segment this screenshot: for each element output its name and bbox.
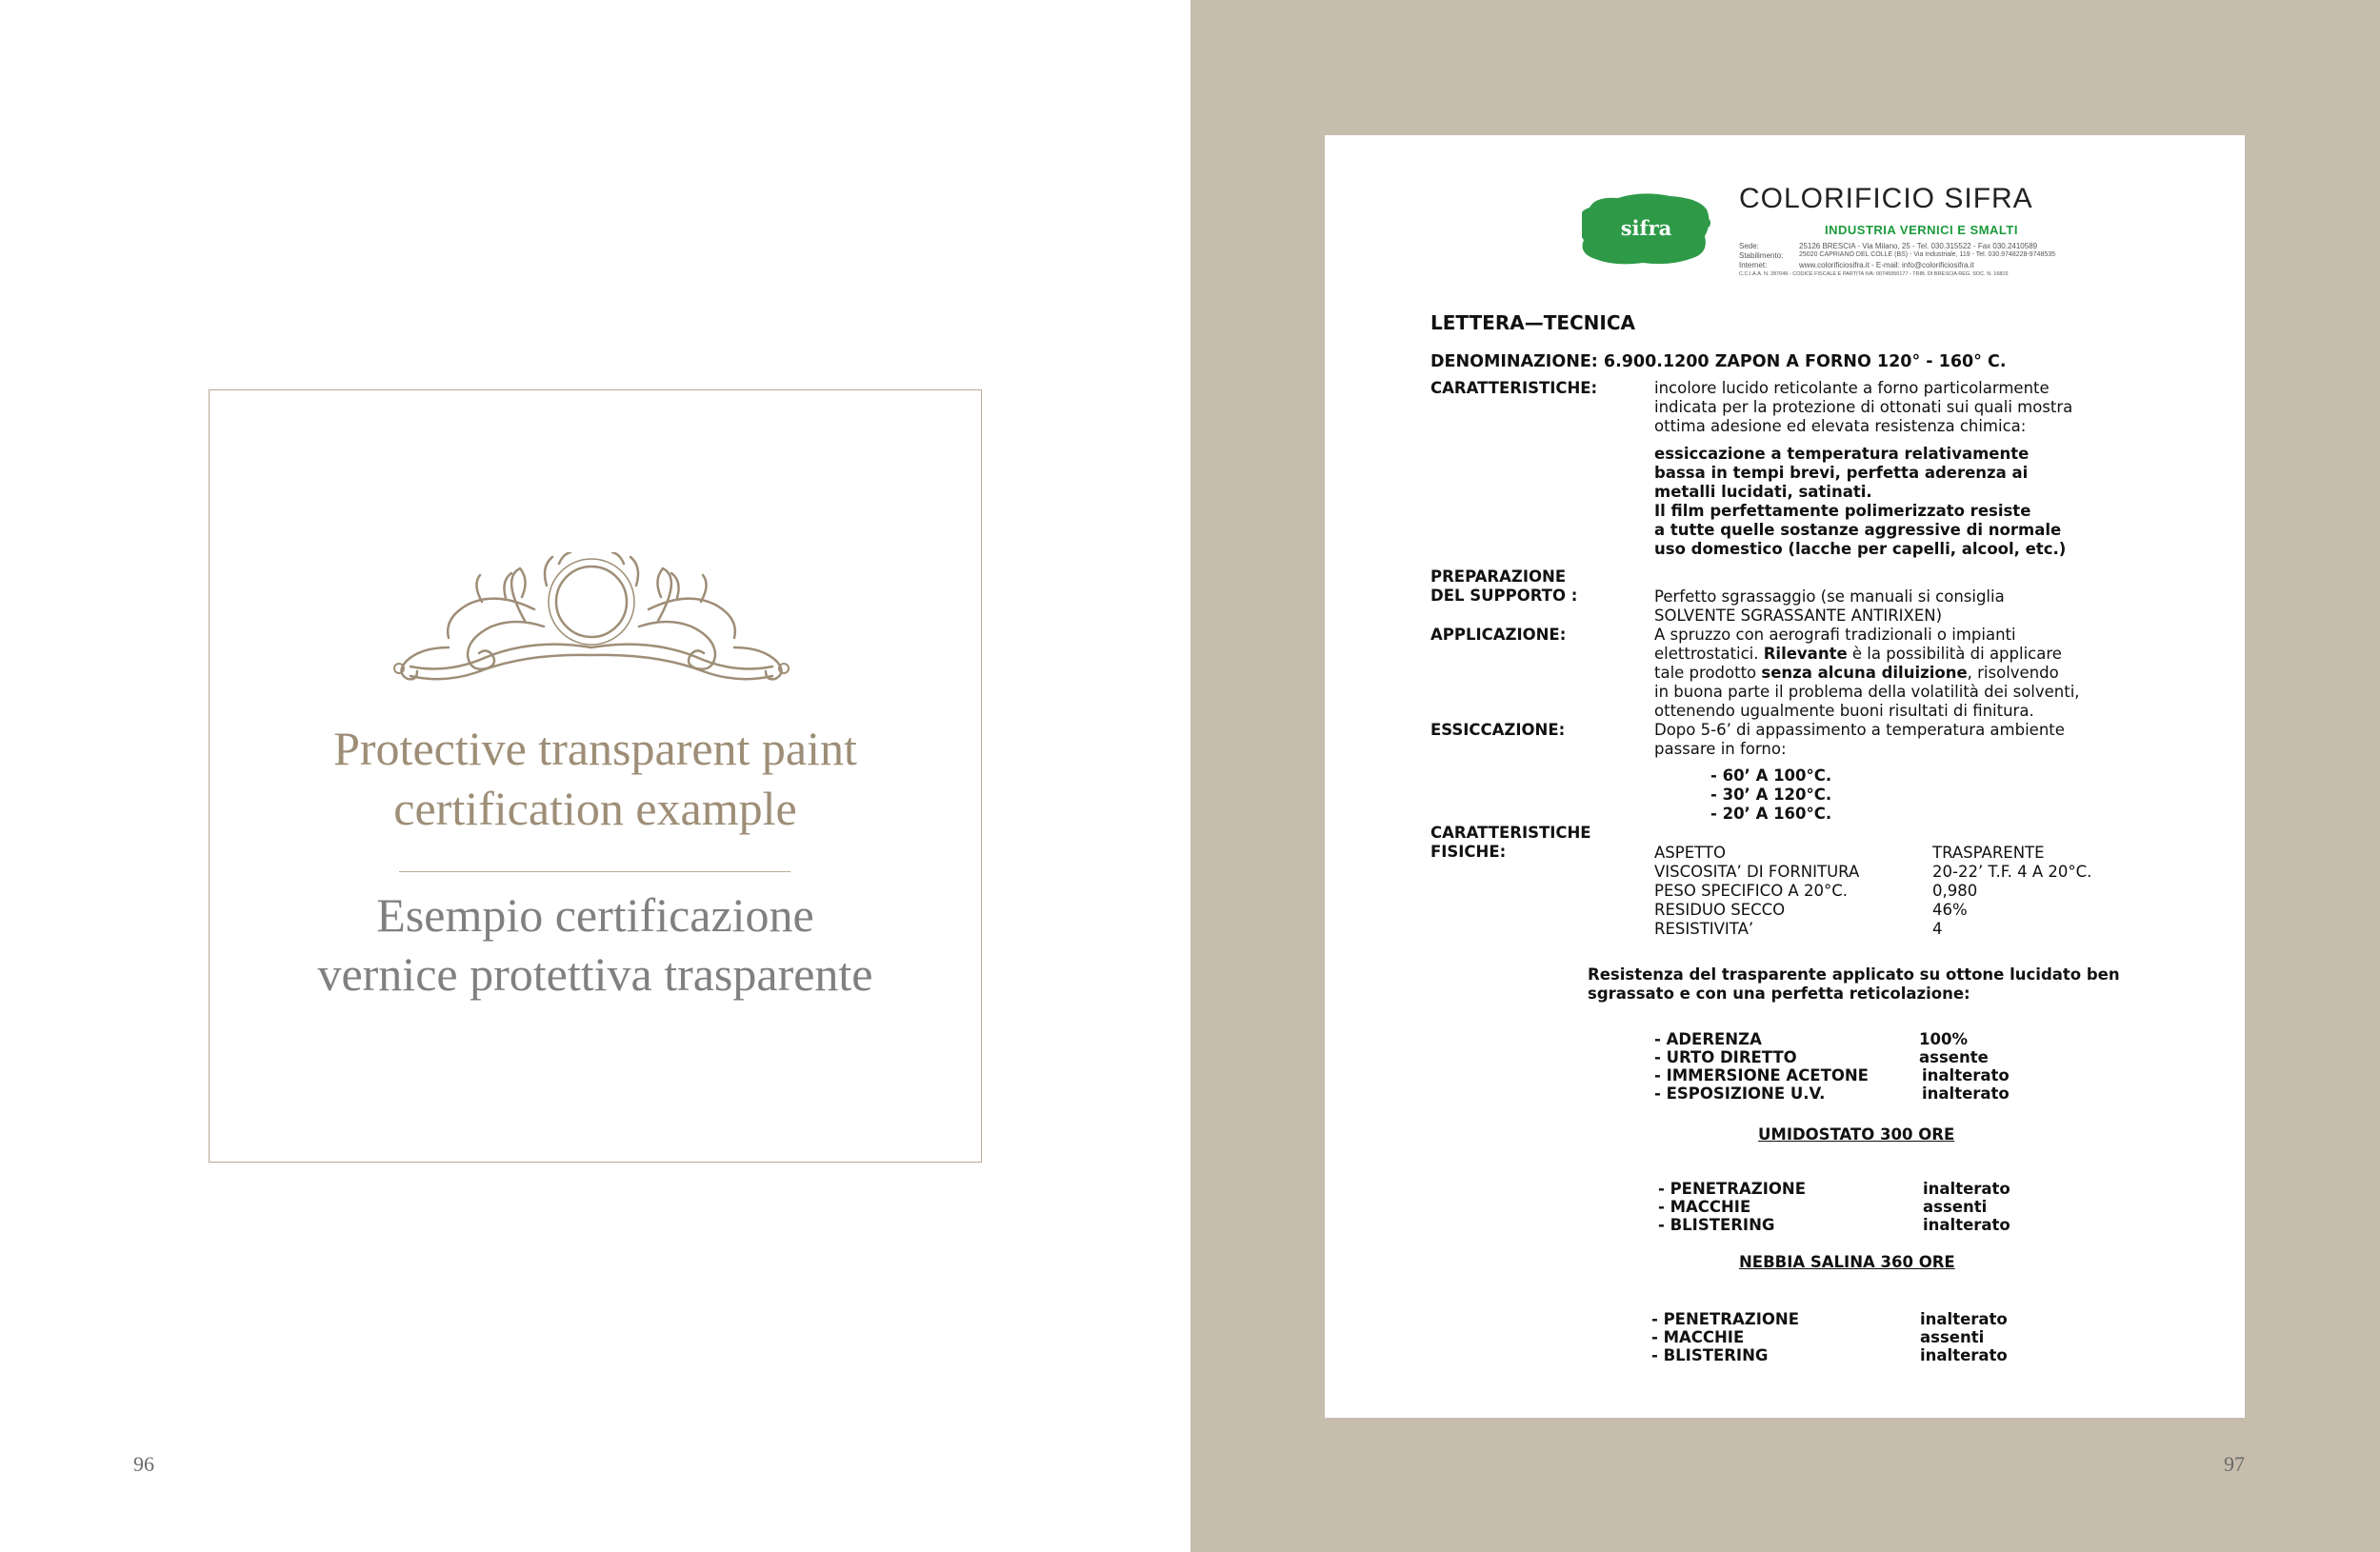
fisiche-value: 46% (1932, 901, 1968, 919)
title-divider (399, 871, 790, 872)
test-name: - MACCHIE (1651, 1328, 1745, 1346)
preparazione-label: PREPARAZIONE (1430, 567, 1567, 586)
address-value: www.colorificiosifra.it - E-mail: info@colorificiosifra.it (1799, 261, 1974, 269)
test-name: - MACCHIE (1658, 1198, 1751, 1216)
fisiche-name: RESISTIVITA’ (1654, 920, 1754, 938)
preparazione-line: SOLVENTE SGRASSANTE ANTIRIXEN) (1654, 607, 1943, 625)
denominazione: DENOMINAZIONE: 6.900.1200 ZAPON A FORNO 120° - 160° C. (1430, 352, 2007, 371)
test-value: inalterato (1922, 1066, 2010, 1084)
address-label: Internet: (1739, 261, 1768, 269)
caratteristiche-bold-line: metalli lucidati, satinati. (1654, 483, 1872, 501)
fisiche-label: CARATTERISTICHE (1430, 824, 1591, 842)
essiccazione-label: ESSICCAZIONE: (1430, 721, 1566, 739)
title-italian-line: Esempio certificazione (376, 888, 814, 942)
fisiche-name: PESO SPECIFICO A 20°C. (1654, 882, 1848, 900)
essiccazione-time: - 20’ A 160°C. (1710, 805, 1832, 823)
caratteristiche-bold-line: Il film perfettamente polimerizzato resiste (1654, 502, 2031, 520)
text-run: è la possibilità di applicare (1847, 645, 2062, 663)
fisiche-name: ASPETTO (1654, 844, 1726, 862)
fisiche-name: RESIDUO SECCO (1654, 901, 1786, 919)
applicazione-label: APPLICAZIONE: (1430, 626, 1567, 644)
test-name: - PENETRAZIONE (1651, 1310, 1799, 1328)
applicazione-line (1654, 664, 2059, 683)
test-value: 100% (1919, 1030, 1968, 1048)
test-value: inalterato (1920, 1310, 2008, 1328)
address-label: Sede: (1739, 242, 1759, 250)
address-footer: C.C.I.A.A. N. 287049 - CODICE FISCALE E PARTITA IVA: 00745950177 - TRIB. DI BRESCIA REG. SOC. N. 16816 (1739, 271, 2009, 277)
fisiche-value: TRASPARENTE (1932, 844, 2045, 862)
fisiche-name: VISCOSITA’ DI FORNITURA (1654, 863, 1860, 881)
test-name: - PENETRAZIONE (1658, 1180, 1806, 1198)
applicazione-line: A spruzzo con aerografi tradizionali o impianti (1654, 626, 2016, 644)
company-subtitle: INDUSTRIA VERNICI E SMALTI (1825, 223, 2018, 237)
essiccazione-time: - 30’ A 120°C. (1710, 786, 1832, 804)
essiccazione-time: - 60’ A 100°C. (1710, 766, 1832, 785)
logo-text: sifra (1620, 216, 1672, 240)
applicazione-line: in buona parte il problema della volatilità dei solventi, (1654, 683, 2080, 701)
test-value: assenti (1920, 1328, 1985, 1346)
company-name: COLORIFICIO SIFRA (1739, 183, 2033, 214)
test-name: - URTO DIRETTO (1654, 1048, 1797, 1066)
resistenza-line: sgrassato e con una perfetta reticolazione: (1588, 985, 1970, 1003)
preparazione-label: DEL SUPPORTO : (1430, 587, 1578, 605)
address-value: 25020 CAPRIANO DEL COLLE (BS) - Via Industriale, 119 - Tel. 030.9748228-9748535 (1799, 251, 2056, 258)
text-run-bold: Rilevante (1763, 645, 1848, 663)
fisiche-value: 4 (1932, 920, 1943, 938)
caratteristiche-bold-line: bassa in tempi brevi, perfetta aderenza ai (1654, 464, 2029, 482)
test-name: - IMMERSIONE ACETONE (1654, 1066, 1869, 1084)
title-italian (209, 885, 982, 1004)
page-number-right: 97 (2224, 1452, 2245, 1476)
applicazione-line: ottenendo ugualmente buoni risultati di finitura. (1654, 702, 2034, 720)
address-label: Stabilimento: (1739, 251, 1784, 260)
text-run-bold: senza alcuna diluizione (1761, 664, 1968, 682)
test-name: - BLISTERING (1658, 1216, 1775, 1234)
caratteristiche-bold-line: uso domestico (lacche per capelli, alcool, etc.) (1654, 540, 2067, 558)
caratteristiche-line: incolore lucido reticolante a forno particolarmente (1654, 379, 2050, 397)
test-value: inalterato (1920, 1346, 2008, 1364)
text-run: elettrostatici. (1654, 645, 1764, 663)
test-value: inalterato (1922, 1084, 2010, 1103)
test-name: - ESPOSIZIONE U.V. (1654, 1084, 1826, 1103)
umidostato-title: UMIDOSTATO 300 ORE (1758, 1125, 1955, 1144)
caratteristiche-label: CARATTERISTICHE: (1430, 379, 1598, 397)
applicazione-line (1654, 645, 2062, 664)
nebbia-title: NEBBIA SALINA 360 ORE (1739, 1253, 1955, 1271)
test-value: assente (1919, 1048, 1989, 1066)
essiccazione-line: passare in forno: (1654, 740, 1787, 758)
fisiche-label: FISICHE: (1430, 843, 1507, 861)
text-run: tale prodotto (1654, 664, 1762, 682)
technical-letter-document (1325, 135, 2245, 1418)
resistenza-line: Resistenza del trasparente applicato su ottone lucidato ben (1588, 965, 2120, 984)
ornament-icon (391, 552, 791, 681)
caratteristiche-line: indicata per la protezione di ottonati sui quali mostra (1654, 398, 2073, 416)
title-english-line: Protective transparent paint (333, 722, 857, 775)
text-run: , risolvendo (1967, 664, 2059, 682)
test-value: inalterato (1923, 1180, 2010, 1198)
test-value: assenti (1923, 1198, 1988, 1216)
fisiche-value: 20-22’ T.F. 4 A 20°C. (1932, 863, 2092, 881)
title-italian-line: vernice protettiva trasparente (317, 947, 873, 1001)
page-number-left: 96 (133, 1452, 154, 1476)
test-name: - BLISTERING (1651, 1346, 1769, 1364)
test-name: - ADERENZA (1654, 1030, 1762, 1048)
right-page (1190, 0, 2380, 1552)
title-english-line: certification example (393, 782, 797, 835)
address-value: 25126 BRESCIA - Via Milano, 25 - Tel. 030.315522 - Fax 030.2410589 (1799, 242, 2038, 250)
preparazione-line: Perfetto sgrassaggio (se manuali si consiglia (1654, 587, 2005, 606)
fisiche-value: 0,980 (1932, 882, 1978, 900)
caratteristiche-bold-line: essiccazione a temperatura relativamente (1654, 445, 2030, 463)
essiccazione-line: Dopo 5-6’ di appassimento a temperatura ambiente (1654, 721, 2065, 739)
title-english (209, 719, 982, 839)
document-heading: LETTERA—TECNICA (1430, 311, 1636, 334)
caratteristiche-line: ottima adesione ed elevata resistenza chimica: (1654, 417, 2027, 435)
test-value: inalterato (1923, 1216, 2010, 1234)
caratteristiche-bold-line: a tutte quelle sostanze aggressive di normale (1654, 521, 2062, 539)
